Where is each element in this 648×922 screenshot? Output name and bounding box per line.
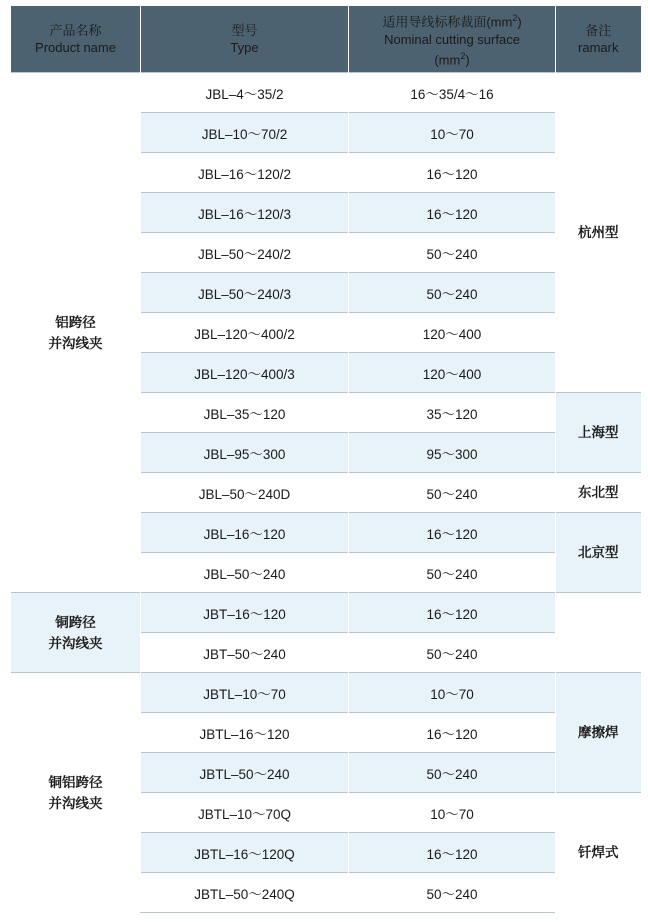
type-cell: JBL–16～120/3 — [141, 193, 349, 233]
group-name-aluminum — [11, 73, 141, 593]
header-product-name-cn: 产品名称 — [49, 23, 102, 38]
type-cell: JBL–50～240/2 — [141, 233, 349, 273]
group-name-copper — [11, 593, 141, 673]
type-cell: JBL–95～300 — [141, 433, 349, 473]
surface-cell: 120～400 — [349, 313, 556, 353]
surface-cell: 120～400 — [349, 353, 556, 393]
type-cell: JBL–120～400/2 — [141, 313, 349, 353]
type-cell: JBL–4～35/2 — [141, 73, 349, 113]
surface-cell: 16～120 — [349, 153, 556, 193]
type-cell: JBT–16～120 — [141, 593, 349, 633]
type-cell: JBTL–16～120Q — [141, 833, 349, 873]
group-name-copper-aluminum — [11, 673, 141, 913]
surface-cell: 16～120 — [349, 513, 556, 553]
surface-cell: 50～240 — [349, 633, 556, 673]
header-surface-cn-text: 适用导线标称裁面(mm — [382, 14, 513, 30]
header-type-cn: 型号 — [231, 23, 258, 38]
header-surface-unit — [349, 48, 555, 68]
surface-cell: 50～240 — [349, 233, 556, 273]
surface-cell: 10～70 — [349, 673, 556, 713]
remark-beijing: 北京型 — [556, 513, 641, 593]
remark-brazing: 钎焊式 — [556, 793, 641, 913]
header-surface — [349, 6, 556, 73]
remark-shanghai: 上海型 — [556, 393, 641, 473]
header-remark-cn: 备注 — [585, 23, 612, 38]
surface-cell: 16～120 — [349, 193, 556, 233]
type-cell: JBL–35～120 — [141, 393, 349, 433]
header-type-en: Type — [230, 40, 259, 55]
surface-cell: 50～240 — [349, 473, 556, 513]
surface-cell: 16～35/4～16 — [349, 73, 556, 113]
surface-cell: 16～120 — [349, 713, 556, 753]
group-name-line1: 铜铝跨径 — [48, 774, 103, 790]
surface-cell: 50～240 — [349, 873, 556, 913]
type-cell: JBL–10～70/2 — [141, 113, 349, 153]
surface-cell: 50～240 — [349, 553, 556, 593]
type-cell: JBTL–16～120 — [141, 713, 349, 753]
surface-cell: 10～70 — [349, 793, 556, 833]
table-row — [11, 593, 641, 633]
group-name-line1: 铝跨径 — [55, 314, 96, 330]
remark-empty — [556, 593, 641, 673]
table-row — [11, 73, 641, 113]
header-surface-en: Nominal cutting surface — [384, 31, 520, 47]
remark-hangzhou: 杭州型 — [556, 73, 641, 393]
surface-cell: 50～240 — [349, 753, 556, 793]
type-cell: JBT–50～240 — [141, 633, 349, 673]
type-cell: JBL–120～400/3 — [141, 353, 349, 393]
type-cell: JBL–50～240 — [141, 553, 349, 593]
header-product-name-en: Product name — [35, 40, 116, 55]
type-cell: JBL–16～120 — [141, 513, 349, 553]
header-remark — [556, 6, 641, 73]
header-surface-unit-close: ) — [465, 51, 470, 67]
table-header — [11, 6, 641, 73]
group-name-line2: 并沟线夹 — [48, 795, 103, 811]
surface-cell: 16～120 — [349, 833, 556, 873]
remark-friction-weld: 摩擦焊 — [556, 673, 641, 793]
surface-cell: 95～300 — [349, 433, 556, 473]
type-cell: JBL–50～240D — [141, 473, 349, 513]
surface-cell: 10～70 — [349, 113, 556, 153]
surface-cell: 50～240 — [349, 273, 556, 313]
header-surface-unit-text: (mm — [434, 51, 461, 67]
type-cell: JBL–16～120/2 — [141, 153, 349, 193]
surface-cell: 16～120 — [349, 593, 556, 633]
type-cell: JBTL–10～70Q — [141, 793, 349, 833]
group-name-line2: 并沟线夹 — [48, 635, 103, 651]
table-row — [11, 673, 641, 713]
header-type — [141, 6, 349, 73]
group-name-line1: 铜跨径 — [55, 614, 96, 630]
header-product-name — [11, 6, 141, 73]
remark-dongbei: 东北型 — [556, 473, 641, 513]
header-surface-cn — [349, 10, 555, 30]
type-cell: JBTL–50～240Q — [141, 873, 349, 913]
header-surface-cn-sup: 2 — [512, 13, 518, 24]
header-surface-cn-close: ) — [517, 14, 522, 30]
group-name-line2: 并沟线夹 — [48, 335, 103, 351]
header-remark-en: ramark — [578, 40, 619, 55]
type-cell: JBL–50～240/3 — [141, 273, 349, 313]
type-cell: JBTL–50～240 — [141, 753, 349, 793]
surface-cell: 35～120 — [349, 393, 556, 433]
type-cell: JBTL–10～70 — [141, 673, 349, 713]
table-body — [11, 73, 641, 913]
header-surface-unit-sup: 2 — [460, 50, 466, 61]
product-spec-table — [10, 6, 641, 913]
